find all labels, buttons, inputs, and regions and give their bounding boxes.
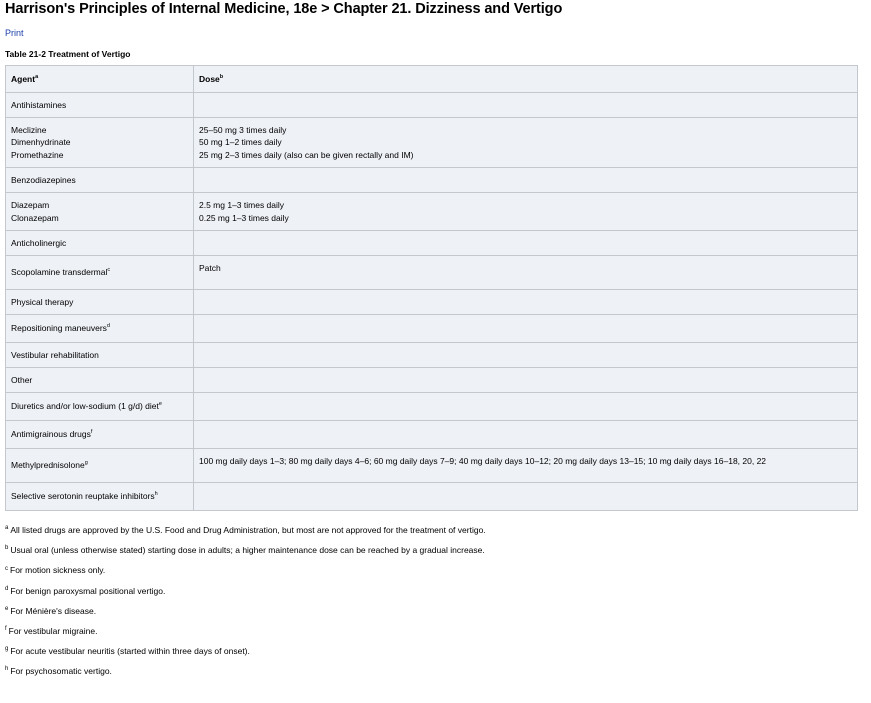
footnote-marker: d	[106, 323, 110, 330]
print-link[interactable]: Print	[5, 28, 24, 38]
footnote-text: For acute vestibular neuritis (started within three days of onset).	[10, 646, 250, 657]
agent-cell	[6, 483, 194, 511]
dose-text: 50 mg 1–2 times daily	[199, 137, 282, 148]
dose-cell	[194, 343, 858, 368]
agent-name	[11, 174, 188, 187]
agent-text: Selective serotonin reuptake inhibitors	[11, 491, 155, 502]
dose-cell	[194, 93, 858, 118]
table-row	[6, 343, 858, 368]
agent-name	[11, 99, 188, 112]
footnote-marker: a	[5, 525, 9, 532]
table-row	[6, 256, 858, 290]
dose-text: 100 mg daily days 1–3; 80 mg daily days 4–6; 60 mg daily days 7–9; 40 mg daily days 10–12; 20 mg daily days 13–15; 10 mg daily days 16–18, 20, 22	[199, 456, 767, 466]
agent-text: Antihistamines	[11, 99, 67, 110]
header-agent	[6, 66, 194, 93]
table-header-row	[6, 66, 858, 93]
table-row	[6, 168, 858, 193]
agent-text: Diuretics and/or low-sodium (1 g/d) diet	[11, 401, 159, 412]
agent-text: Diazepam	[11, 200, 50, 210]
agent-name	[11, 136, 188, 149]
agent-text: Dimenhydrinate	[11, 137, 71, 148]
agent-name	[11, 374, 188, 387]
dose-cell	[194, 168, 858, 193]
page-title: Harrison's Principles of Internal Medicine, 18e > Chapter 21. Dizziness and Vertigo	[5, 1, 563, 17]
agent-text: Clonazepam	[11, 212, 59, 223]
agent-cell	[6, 93, 194, 118]
table-row	[6, 393, 858, 421]
dose-text: Patch	[199, 263, 221, 273]
agent-text: Repositioning maneuvers	[11, 323, 107, 334]
agent-cell	[6, 118, 194, 168]
footnote	[5, 645, 871, 665]
footnote	[5, 564, 871, 584]
footnote	[5, 665, 871, 685]
table-row	[6, 290, 858, 315]
footnote-text: For Ménière's disease.	[10, 605, 97, 616]
header-agent-label: Agent	[11, 73, 36, 84]
agent-name	[11, 490, 188, 503]
footnote-marker: f	[90, 429, 93, 436]
footnote	[5, 585, 871, 605]
dose-cell	[194, 483, 858, 511]
agent-cell	[6, 343, 194, 368]
agent-name	[11, 296, 188, 309]
footnote-text: For benign paroxysmal positional vertigo.	[10, 585, 166, 596]
footnote	[5, 605, 871, 625]
dose-cell	[194, 368, 858, 393]
agent-cell	[6, 290, 194, 315]
dose-cell	[194, 231, 858, 256]
footnote-marker: b	[5, 545, 9, 552]
footnote-text: Usual oral (unless otherwise stated) starting dose in adults; a higher maintenance dose can be reached by a gradual increase.	[10, 545, 485, 556]
footnote-text: For motion sickness only.	[10, 565, 106, 576]
footnote-marker: g	[5, 646, 9, 653]
footnote-marker: f	[5, 626, 7, 633]
footnote-text: For psychosomatic vertigo.	[10, 666, 112, 677]
agent-name	[11, 199, 188, 212]
agent-cell	[6, 256, 194, 290]
footnote-marker: h	[5, 666, 9, 673]
dose-cell	[194, 118, 858, 168]
agent-name	[11, 322, 188, 335]
agent-name	[11, 212, 188, 225]
footnote-text: All listed drugs are approved by the U.S. Food and Drug Administration, but most are not approved for the treatment of vertigo.	[10, 525, 486, 535]
footnote-marker: d	[5, 585, 9, 592]
footnote-marker: g	[84, 460, 88, 467]
agent-name	[11, 149, 188, 162]
agent-name	[11, 349, 188, 362]
footnote	[5, 544, 871, 564]
agent-name	[11, 459, 188, 472]
table-row	[6, 483, 858, 511]
footnote-marker: h	[154, 491, 158, 498]
dose-text: 25 mg 2–3 times daily (also can be given rectally and IM)	[199, 149, 414, 160]
dose-cell	[194, 449, 858, 483]
agent-cell	[6, 315, 194, 343]
table-row	[6, 315, 858, 343]
agent-cell	[6, 193, 194, 231]
agent-name	[11, 400, 188, 413]
dose-text: 2.5 mg 1–3 times daily	[199, 200, 285, 210]
header-dose-label: Dose	[199, 73, 220, 84]
table-caption: Table 21-2 Treatment of Vertigo	[5, 49, 131, 59]
table-row	[6, 449, 858, 483]
agent-text: Physical therapy	[11, 296, 74, 307]
table-row	[6, 421, 858, 449]
agent-text: Promethazine	[11, 149, 64, 160]
agent-cell	[6, 449, 194, 483]
agent-text: Meclizine	[11, 124, 47, 135]
footnote-text: For vestibular migraine.	[8, 625, 98, 636]
agent-text: Antimigrainous drugs	[11, 429, 91, 440]
dose-cell	[194, 393, 858, 421]
table-row	[6, 231, 858, 256]
agent-text: Scopolamine transdermal	[11, 267, 108, 278]
agent-name	[11, 124, 188, 137]
agent-name	[11, 266, 188, 279]
agent-cell	[6, 421, 194, 449]
agent-cell	[6, 231, 194, 256]
dose-text: 0.25 mg 1–3 times daily	[199, 212, 289, 223]
agent-text: Other	[11, 374, 33, 385]
header-agent-sup: a	[35, 73, 39, 80]
table-row	[6, 368, 858, 393]
dose-cell	[194, 315, 858, 343]
footnote-marker: c	[5, 565, 8, 572]
header-dose	[194, 66, 858, 93]
footnote	[5, 524, 871, 544]
dose-cell	[194, 421, 858, 449]
agent-cell	[6, 368, 194, 393]
footnote-marker: c	[107, 267, 111, 274]
footnote-marker: e	[5, 605, 9, 612]
dose-cell	[194, 193, 858, 231]
header-dose-sup: b	[219, 73, 224, 80]
agent-text: Vestibular rehabilitation	[11, 349, 99, 360]
footnote-marker: e	[158, 401, 162, 408]
agent-cell	[6, 393, 194, 421]
agent-text: Benzodiazepines	[11, 174, 76, 185]
agent-cell	[6, 168, 194, 193]
dose-text: 25–50 mg 3 times daily	[199, 124, 287, 135]
agent-text: Anticholinergic	[11, 237, 67, 248]
agent-name	[11, 237, 188, 250]
dose-cell	[194, 290, 858, 315]
table-row	[6, 93, 858, 118]
dose-cell	[194, 256, 858, 290]
vertigo-treatment-table	[5, 65, 858, 511]
agent-name	[11, 428, 188, 441]
table-row	[6, 193, 858, 231]
footnote	[5, 625, 871, 645]
footnotes	[5, 524, 871, 686]
agent-text: Methylprednisolone	[11, 460, 85, 471]
table-row	[6, 118, 858, 168]
